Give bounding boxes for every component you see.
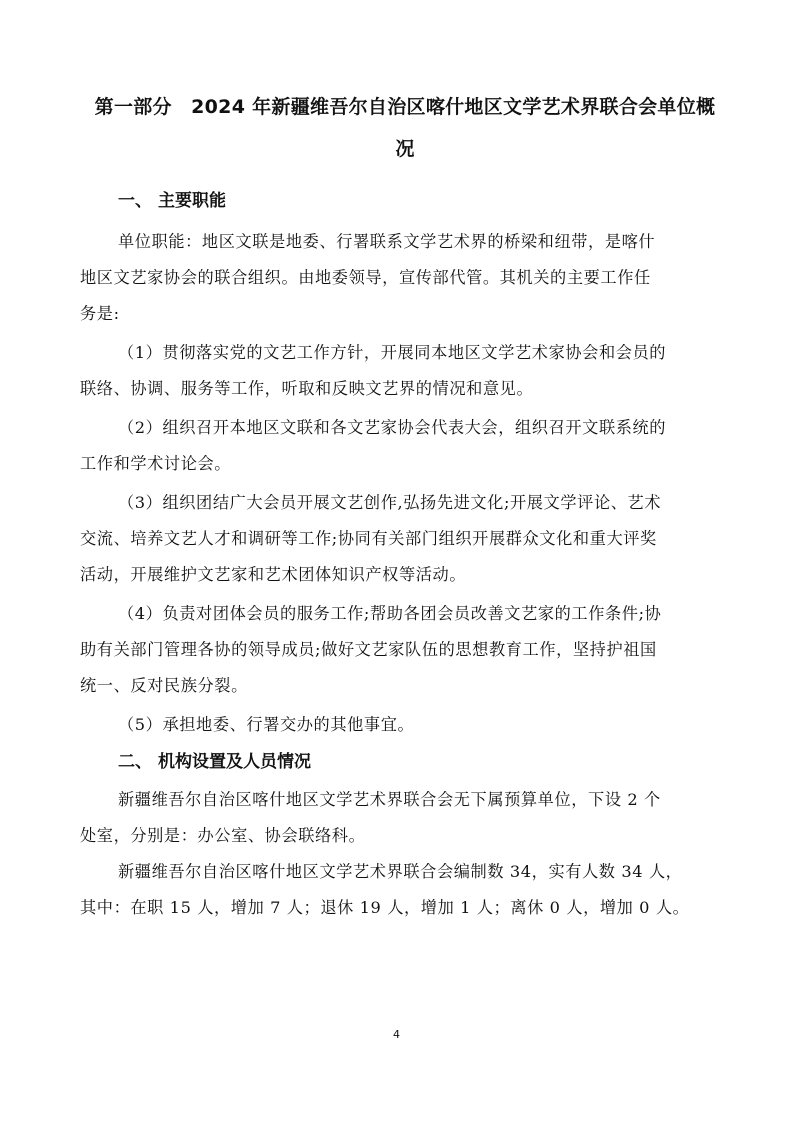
list-item-line: （1）贯彻落实党的文艺工作方针，开展同本地区文学艺术家协会和会员的 xyxy=(118,343,667,362)
paragraph-line: 务是: xyxy=(80,304,120,323)
section-heading-organization xyxy=(118,747,311,772)
section-number: 二、 xyxy=(118,752,152,772)
paragraph-line: 其中：在职 15 人，增加 7 人；退休 19 人，增加 1 人；离休 0 人，增加 0 人。 xyxy=(80,898,690,917)
list-item-line: 活动，开展维护文艺家和艺术团体知识产权等活动。 xyxy=(80,565,467,584)
section-title: 机构设置及人员情况 xyxy=(158,752,311,772)
page-title-continued: 况 xyxy=(395,138,415,160)
list-item-line: 工作和学术讨论会。 xyxy=(80,454,232,473)
section-heading-main-functions xyxy=(118,186,226,211)
paragraph-line: 新疆维吾尔自治区喀什地区文学艺术界联合会无下属预算单位，下设 2 个 xyxy=(118,790,661,809)
list-item-line: 统一、反对民族分裂。 xyxy=(80,676,248,695)
section-title: 主要职能 xyxy=(158,191,226,211)
list-item-line: （3）组织团结广大会员开展文艺创作,弘扬先进文化;开展文学评论、艺术 xyxy=(118,493,662,512)
section-number: 一、 xyxy=(118,191,152,211)
list-item-line: 联络、协调、服务等工作，听取和反映文艺界的情况和意见。 xyxy=(80,379,534,398)
list-item-line: 助有关部门管理各协的领导成员;做好文艺家队伍的思想教育工作，坚持护祖国 xyxy=(80,640,657,659)
paragraph-line: 新疆维吾尔自治区喀什地区文学艺术界联合会编制数 34，实有人数 34 人， xyxy=(118,862,683,881)
list-item-line: 交流、培养文艺人才和调研等工作;协同有关部门组织开展群众文化和重大评奖 xyxy=(80,529,657,548)
list-item-line: （5）承担地委、行署交办的其他事宜。 xyxy=(118,715,415,734)
page-number: 4 xyxy=(393,1028,400,1041)
paragraph-line: 地区文艺家协会的联合组织。由地委领导，宣传部代管。其机关的主要工作任 xyxy=(80,268,651,287)
paragraph-line: 单位职能：地区文联是地委、行署联系文学艺术界的桥梁和纽带，是喀什 xyxy=(118,232,656,251)
paragraph-line: 处室，分别是：办公室、协会联络科。 xyxy=(80,826,366,845)
page-title: 第一部分 2024 年新疆维吾尔自治区喀什地区文学艺术界联合会单位概 xyxy=(94,96,716,118)
list-item-line: （2）组织召开本地区文联和各文艺家协会代表大会，组织召开文联系统的 xyxy=(118,418,667,437)
list-item-line: （4）负责对团体会员的服务工作;帮助各团会员改善文艺家的工作条件;协 xyxy=(118,604,662,623)
